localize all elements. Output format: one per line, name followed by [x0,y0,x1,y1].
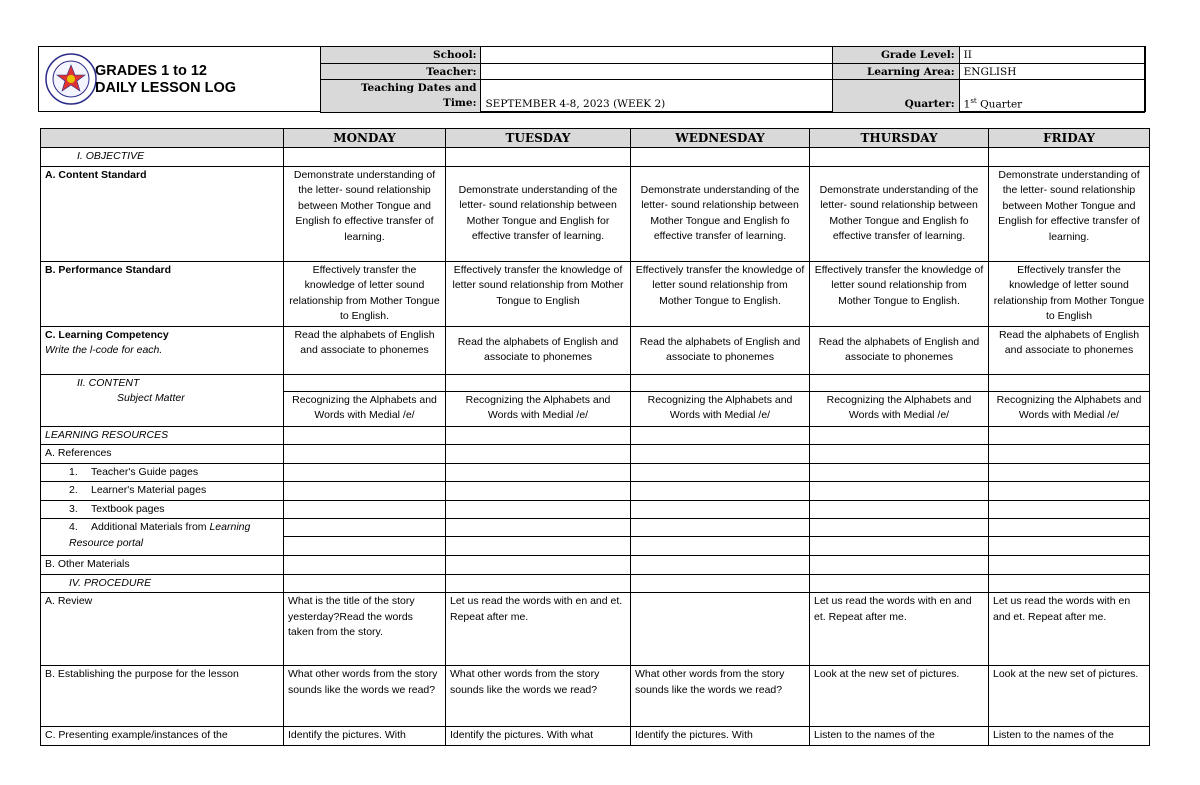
empty-cell [810,482,989,501]
ref-textbook: 3. Textbook pages [41,500,284,519]
empty-cell [446,574,631,593]
ref-teachers-guide: 1. Teacher's Guide pages [41,463,284,482]
presenting-row [41,727,1150,746]
presenting-tuesday: Identify the pictures. With what [446,727,631,746]
empty-cell [631,574,810,593]
ref-additional-materials: 4. Additional Materials from Learning Resource portal [41,519,284,556]
purpose-monday: What other words from the story sounds like the words we read? [284,666,446,727]
day-header-wednesday: WEDNESDAY [631,129,810,148]
empty-cell [284,537,446,556]
objective-label: I. OBJECTIVE [41,148,284,167]
empty-cell [810,574,989,593]
school-info-table [320,46,1145,113]
empty-cell [284,374,446,391]
performance-standard-thursday: Effectively transfer the knowledge of letter sound relationship from Mother Tongue to English. [810,261,989,326]
day-header-thursday: THURSDAY [810,129,989,148]
empty-cell [631,445,810,464]
empty-cell [631,148,810,167]
empty-cell [446,537,631,556]
empty-cell [631,482,810,501]
content-label-cell [41,374,284,426]
day-header-tuesday: TUESDAY [446,129,631,148]
empty-cell [446,374,631,391]
learning-resources-row [41,426,1150,445]
empty-cell [446,463,631,482]
teaching-dates-value: SEPTEMBER 4-8, 2023 (WEEK 2) [481,80,833,113]
learning-area-value: ENGLISH [959,64,1144,80]
review-friday: Let us read the words with en and et. Repeat after me. [989,593,1150,666]
procedure-label: IV. PROCEDURE [41,574,284,593]
empty-cell [989,574,1150,593]
empty-cell [989,519,1150,537]
empty-cell [989,463,1150,482]
review-tuesday: Let us read the words with en and et. Repeat after me. [446,593,631,666]
competency-sub: Write the l-code for each. [45,344,163,356]
content-row [41,374,1150,391]
day-header-monday: MONDAY [284,129,446,148]
teacher-value [481,64,833,80]
competency-tuesday: Read the alphabets of English and associate to phonemes [446,326,631,374]
purpose-friday: Look at the new set of pictures. [989,666,1150,727]
empty-cell [284,556,446,575]
deped-seal-icon [45,53,97,105]
school-value [481,47,833,64]
competency-friday: Read the alphabets of English and associate to phonemes [989,326,1150,374]
competency-row [41,326,1150,374]
objective-row [41,148,1150,167]
empty-cell [631,556,810,575]
performance-standard-friday: Effectively transfer the knowledge of letter sound relationship from Mother Tongue to English [989,261,1150,326]
presenting-monday: Identify the pictures. With [284,727,446,746]
teaching-dates-label-2: Time: [443,97,477,109]
quarter-label: Quarter: [833,80,960,113]
other-materials-row [41,556,1150,575]
performance-standard-monday: Effectively transfer the knowledge of letter sound relationship from Mother Tongue to English. [284,261,446,326]
purpose-tuesday: What other words from the story sounds like the words we read? [446,666,631,727]
teacher-label: Teacher: [321,64,481,80]
empty-cell [631,500,810,519]
school-label: School: [321,47,481,64]
procedure-row [41,574,1150,593]
empty-cell [631,463,810,482]
daily-lesson-table [40,128,1150,746]
empty-cell [810,148,989,167]
empty-cell [631,519,810,537]
empty-cell [989,445,1150,464]
teaching-dates-label-1: Teaching Dates and [360,82,477,94]
title-line-1: GRADES 1 to 12 [95,63,207,79]
subject-matter-tuesday: Recognizing the Alphabets and Words with Medial /e/ [446,391,631,426]
ref-teachers-guide-row [41,463,1150,482]
subject-matter-thursday: Recognizing the Alphabets and Words with Medial /e/ [810,391,989,426]
content-standard-wednesday: Demonstrate understanding of the letter- sound relationship between Mother Tongue and English fo effective transfer of learning. [631,166,810,261]
empty-cell [989,426,1150,445]
competency-thursday: Read the alphabets of English and associate to phonemes [810,326,989,374]
empty-cell [989,537,1150,556]
grade-level-label: Grade Level: [833,47,960,64]
day-header-row [41,129,1150,148]
day-header-friday: FRIDAY [989,129,1150,148]
empty-cell [989,482,1150,501]
presenting-friday: Listen to the names of the [989,727,1150,746]
empty-cell [810,463,989,482]
learning-area-label: Learning Area: [833,64,960,80]
competency-wednesday: Read the alphabets of English and associate to phonemes [631,326,810,374]
purpose-thursday: Look at the new set of pictures. [810,666,989,727]
empty-cell [810,445,989,464]
content-standard-monday: Demonstrate understanding of the letter- sound relationship between Mother Tongue and English fo effective transfer of learning. [284,166,446,261]
empty-cell [446,445,631,464]
empty-cell [989,148,1150,167]
content-standard-thursday: Demonstrate understanding of the letter- sound relationship between Mother Tongue and English fo effective transfer of learning. [810,166,989,261]
empty-cell [446,519,631,537]
empty-cell [446,482,631,501]
empty-cell [631,537,810,556]
empty-cell [631,374,810,391]
title-line-2: DAILY LESSON LOG [95,80,236,96]
content-label: II. CONTENT [77,376,140,389]
review-thursday: Let us read the words with en and et. Repeat after me. [810,593,989,666]
corner-cell [41,129,284,148]
empty-cell [284,426,446,445]
empty-cell [810,519,989,537]
purpose-label: B. Establishing the purpose for the lesson [41,666,284,727]
ref-learners-material-row [41,482,1150,501]
references-row [41,445,1150,464]
quarter-value: 1st Quarter [959,80,1144,113]
subject-matter-monday: Recognizing the Alphabets and Words with Medial /e/ [284,391,446,426]
content-standard-tuesday: Demonstrate understanding of the letter- sound relationship between Mother Tongue and English for effective transfer of learning. [446,166,631,261]
purpose-wednesday: What other words from the story sounds like the words we read? [631,666,810,727]
review-wednesday [631,593,810,666]
references-label: A. References [41,445,284,464]
empty-cell [284,519,446,537]
competency-monday: Read the alphabets of English and associate to phonemes [284,326,446,374]
learning-resources-label: LEARNING RESOURCES [41,426,284,445]
empty-cell [446,426,631,445]
empty-cell [810,500,989,519]
competency-label-cell [41,326,284,374]
subject-matter-friday: Recognizing the Alphabets and Words with Medial /e/ [989,391,1150,426]
review-monday: What is the title of the story yesterday?Read the words taken from the story. [284,593,446,666]
performance-standard-row [41,261,1150,326]
subject-matter-label: Subject Matter [117,392,185,404]
presenting-thursday: Listen to the names of the [810,727,989,746]
teaching-dates-label [321,80,481,113]
purpose-row [41,666,1150,727]
content-standard-row [41,166,1150,261]
subject-matter-wednesday: Recognizing the Alphabets and Words with Medial /e/ [631,391,810,426]
empty-cell [446,556,631,575]
empty-cell [810,426,989,445]
empty-cell [989,500,1150,519]
competency-label: C. Learning Competency [45,328,169,341]
empty-cell [446,148,631,167]
empty-cell [810,556,989,575]
presenting-wednesday: Identify the pictures. With [631,727,810,746]
ref-learners-material: 2. Learner's Material pages [41,482,284,501]
empty-cell [989,556,1150,575]
empty-cell [989,374,1150,391]
empty-cell [284,148,446,167]
performance-standard-wednesday: Effectively transfer the knowledge of letter sound relationship from Mother Tongue to English. [631,261,810,326]
empty-cell [284,445,446,464]
performance-standard-label: B. Performance Standard [41,261,284,326]
ref-textbook-row [41,500,1150,519]
content-standard-friday: Demonstrate understanding of the letter- sound relationship between Mother Tongue and English for effective transfer of learning. [989,166,1150,261]
lesson-log-title [95,63,236,97]
empty-cell [284,463,446,482]
empty-cell [631,426,810,445]
other-materials-label: B. Other Materials [41,556,284,575]
ref-additional-row-1 [41,519,1150,537]
empty-cell [284,574,446,593]
empty-cell [284,482,446,501]
presenting-label: C. Presenting example/instances of the [41,727,284,746]
empty-cell [284,500,446,519]
lesson-log-header [38,46,1146,112]
review-row [41,593,1150,666]
content-standard-label: A. Content Standard [41,166,284,261]
empty-cell [810,537,989,556]
grade-level-value: II [959,47,1144,64]
performance-standard-tuesday: Effectively transfer the knowledge of letter sound relationship from Mother Tongue to English [446,261,631,326]
empty-cell [810,374,989,391]
review-label: A. Review [41,593,284,666]
empty-cell [446,500,631,519]
